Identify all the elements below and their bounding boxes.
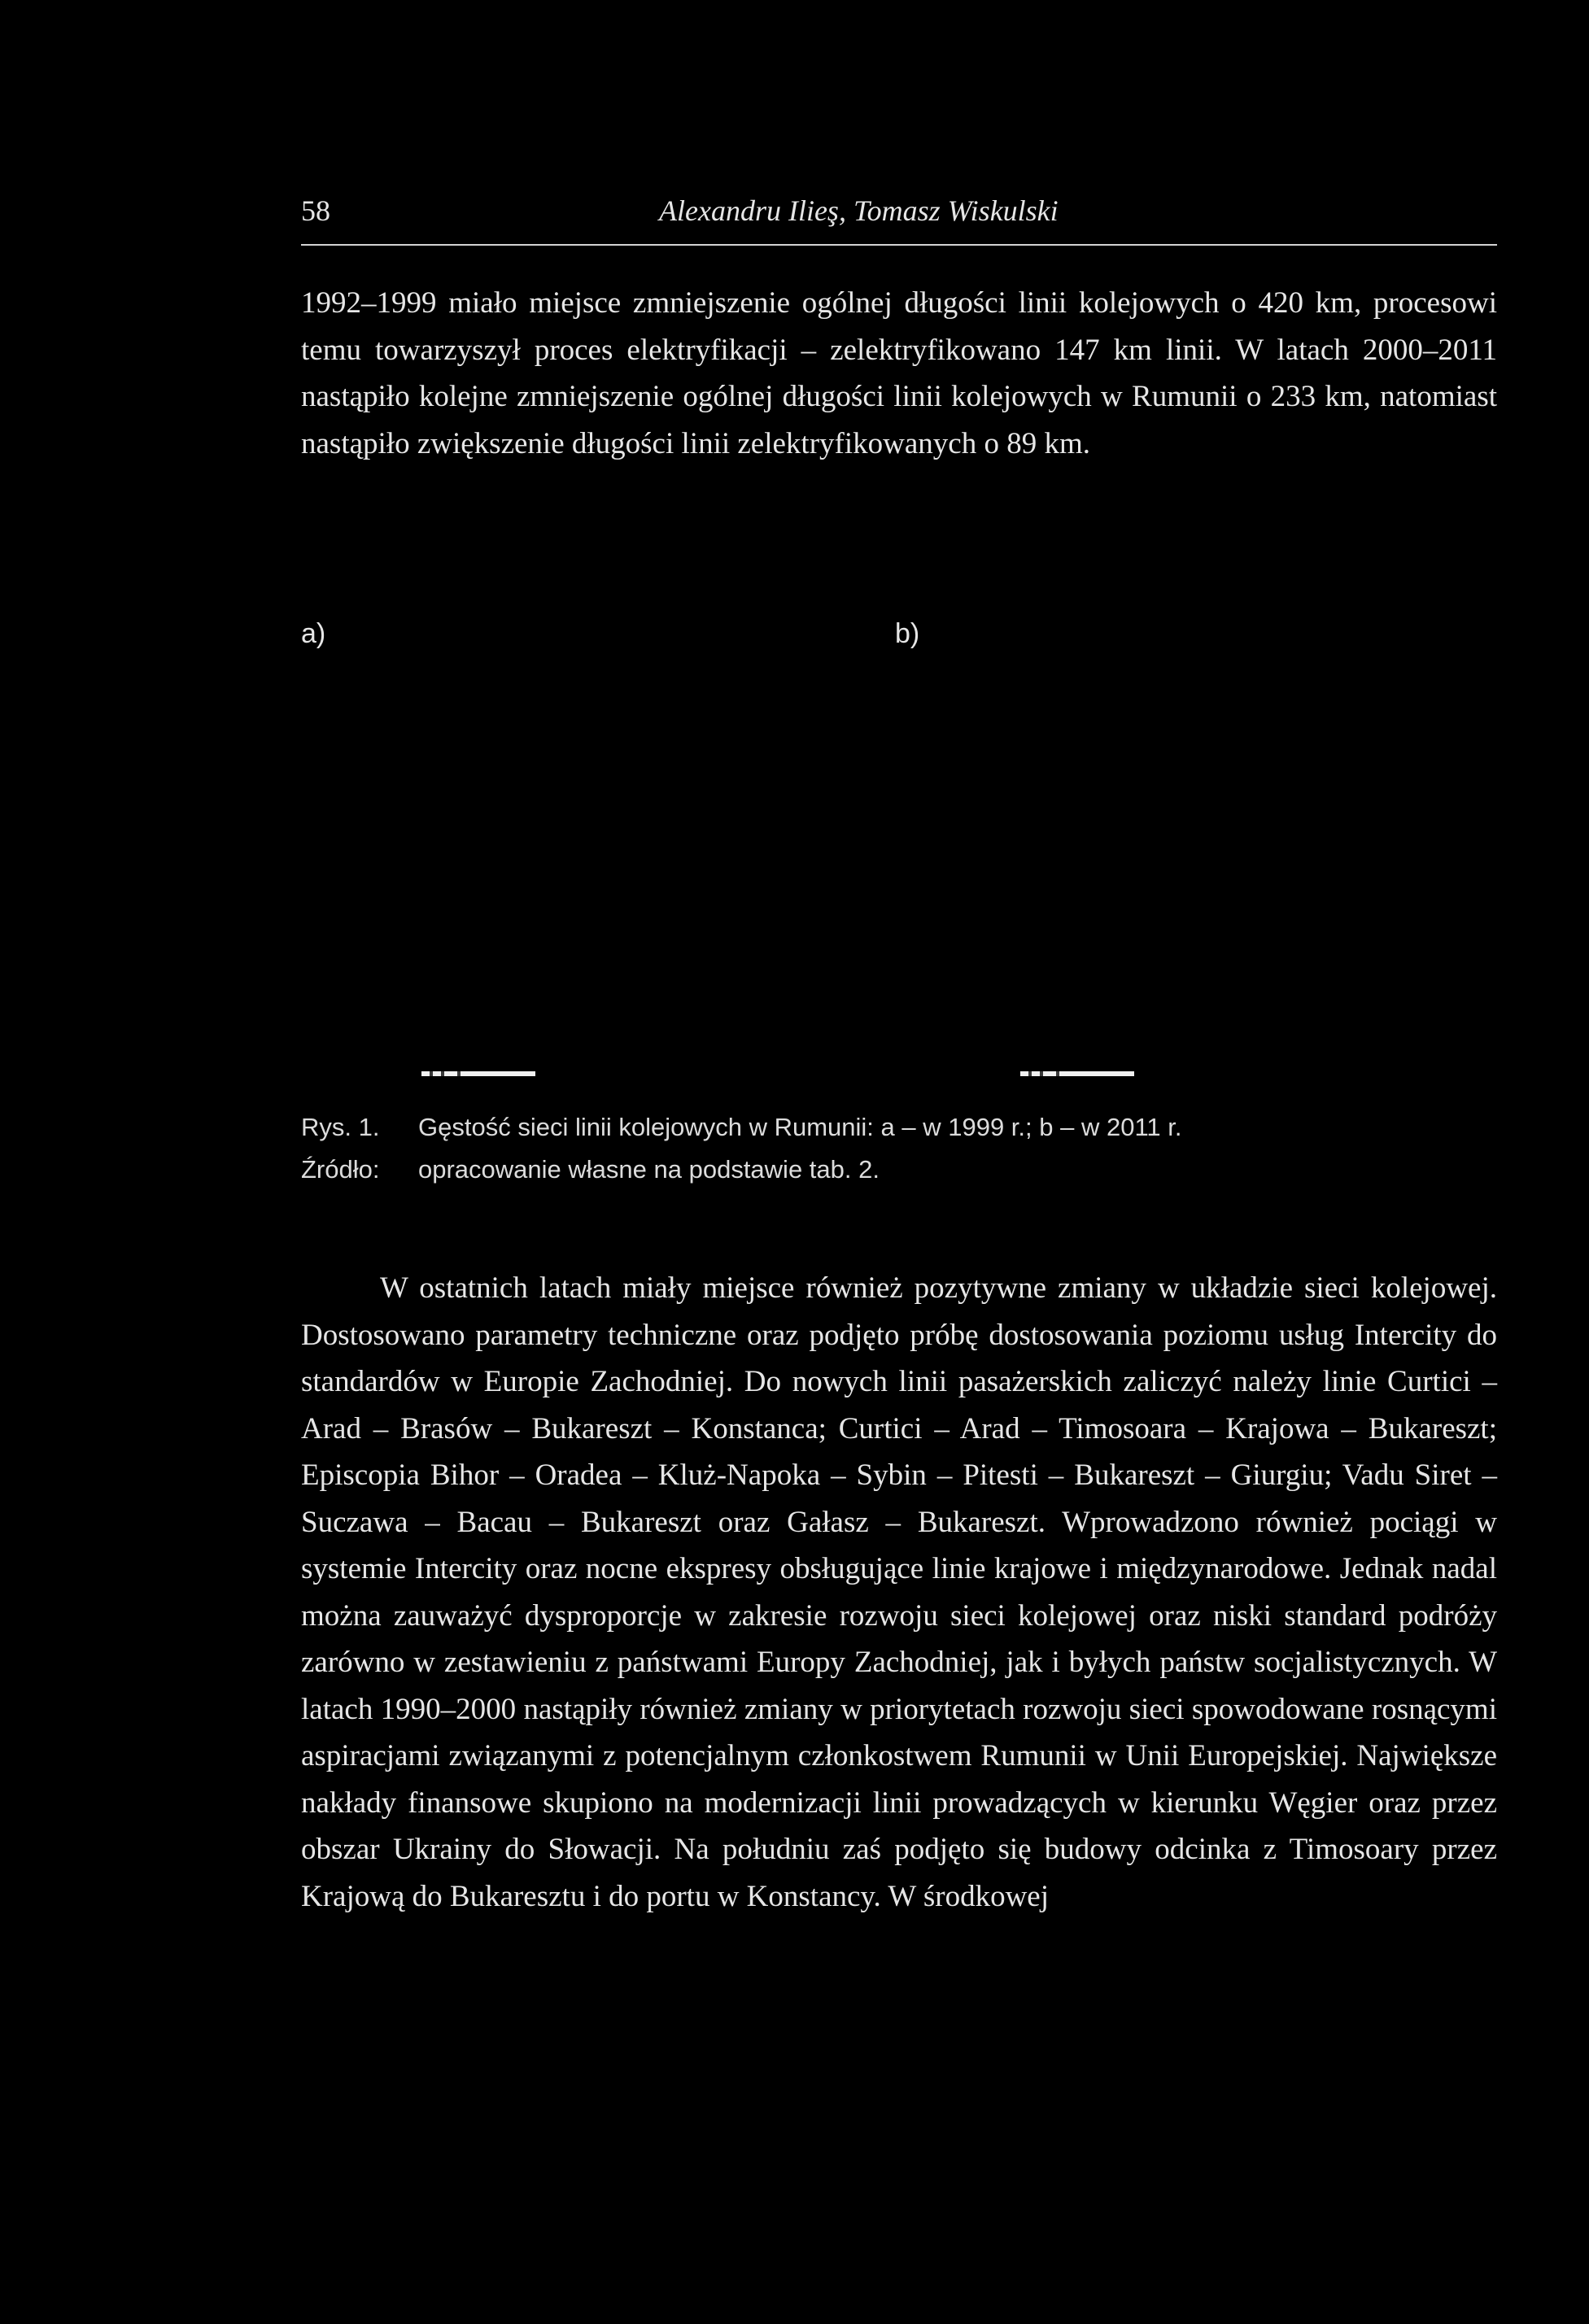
header-rule <box>301 244 1497 246</box>
panel-b-label: b) <box>895 618 920 649</box>
caption-label: Rys. 1. <box>301 1113 380 1141</box>
figure-source <box>301 1155 1497 1184</box>
figure <box>301 618 1497 1123</box>
panel-a-label: a) <box>301 618 326 649</box>
scale-bar-b <box>1020 1071 1134 1076</box>
caption-text: Gęstość sieci linii kolejowych w Rumunii: a – w 1999 r.; b – w 2011 r. <box>418 1113 1182 1141</box>
figure-caption <box>301 1113 1497 1142</box>
page-number: 58 <box>301 194 330 227</box>
body-paragraph-2: W ostatnich latach miały miejsce również pozytywne zmiany w układzie sieci kolejowej. Dostosowano parametry techniczne oraz podjęto próbę dostosowania poziomu usług Intercity do standardów w Europie Zachodniej. Do nowych linii pasażerskich zaliczyć należy linie Curtici – Arad – Brasów – Bukareszt – Konstanca; Curtici – Arad – Timosoara – Krajowa – Bukareszt; Episcopia Bihor – Oradea – Kluż-Napoka – Sybin – Pitesti – Bukareszt – Giurgiu; Vadu Siret – Suczawa – Bacau – Bukareszt oraz Gałasz – Bukareszt. Wprowadzono również pociągi w systemie Intercity oraz nocne ekspresy obsługujące linie krajowe i międzynarodowe. Jednak nadal można zauważyć dysproporcje w zakresie rozwoju sieci kolejowej oraz niski standard podróży zarówno w zestawieniu z państwami Europy Zachodniej, jak i byłych państw socjalistycznych. W latach 1990–2000 nastąpiły również zmiany w priorytetach rozwoju sieci spowodowane rosnącymi aspiracjami związanymi z potencjalnym członkostwem Rumunii w Unii Europejskiej. Największe nakłady finansowe skupiono na modernizacji linii prowadzących w kierunku Węgier oraz przez obszar Ukrainy do Słowacji. Na południu zaś podjęto się budowy odcinka z Timosoary przez Krajową do Bukaresztu i do portu w Konstancy. W środkowej <box>301 1271 1497 1913</box>
source-label: Źródło: <box>301 1155 380 1184</box>
source-text: opracowanie własne na podstawie tab. 2. <box>418 1155 880 1184</box>
body-paragraph-1: 1992–1999 miało miejsce zmniejszenie ogólnej długości linii kolejowych o 420 km, procesowi temu towarzyszył proces elektryfikacji – zelektryfikowano 147 km linii. W latach 2000–2011 nastąpiło kolejne zmniejszenie ogólnej długości linii kolejowych w Rumunii o 233 km, natomiast nastąpiło zwiększenie długości linii zelektryfikowanych o 89 km. <box>301 286 1497 460</box>
scale-bar-a <box>421 1071 535 1076</box>
running-head: Alexandru Ilieş, Tomasz Wiskulski <box>659 194 1059 227</box>
page-header <box>301 189 1497 238</box>
